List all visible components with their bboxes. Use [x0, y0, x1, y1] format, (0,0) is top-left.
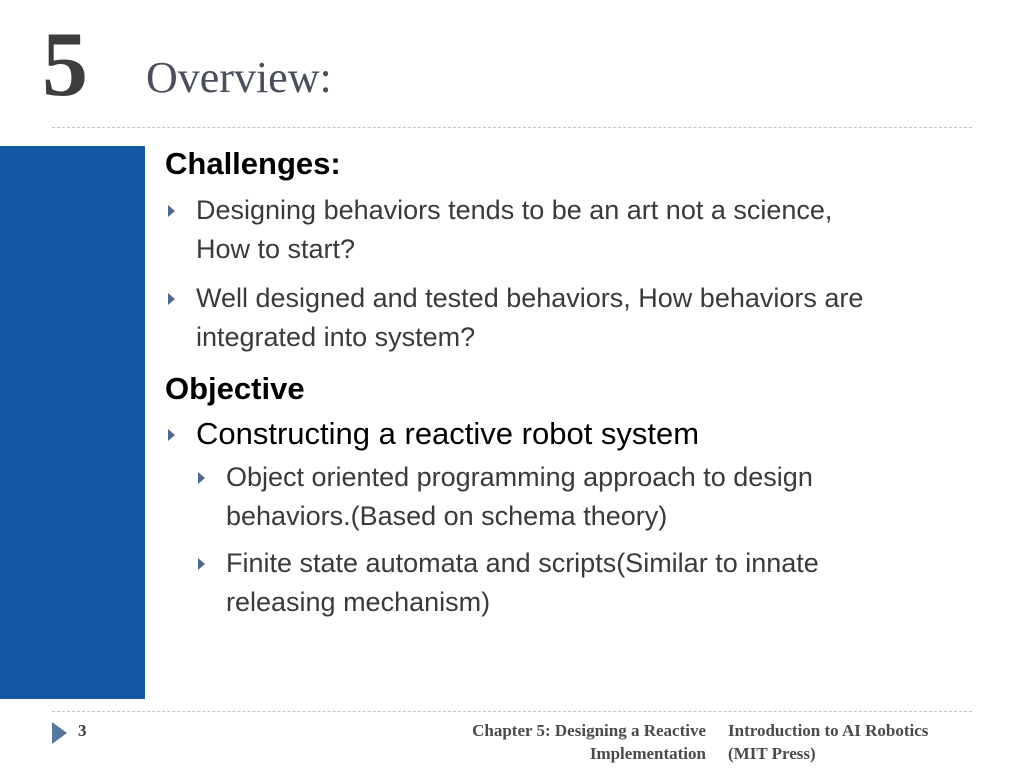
- footer-book-line: Introduction to AI Robotics: [728, 721, 929, 740]
- bullet-arrow-icon: [168, 205, 175, 217]
- top-divider: [52, 127, 972, 128]
- subitem-text-line: Object oriented programming approach to design: [226, 462, 813, 492]
- objective-heading: Objective: [165, 371, 305, 406]
- challenge-item: [165, 279, 965, 357]
- challenge-text-line: Well designed and tested behaviors, How behaviors are: [196, 283, 864, 313]
- footer-book-line: (MIT Press): [728, 744, 816, 763]
- challenge-text-line: How to start?: [196, 234, 356, 264]
- footer-chapter-title: [406, 719, 706, 765]
- page-number: 3: [78, 721, 87, 740]
- objective-text: Constructing a reactive robot system: [196, 416, 700, 451]
- bullet-arrow-icon: [198, 472, 205, 484]
- bullet-arrow-icon: [168, 293, 175, 305]
- challenge-text-line: integrated into system?: [196, 322, 476, 352]
- objective-item: [165, 414, 965, 454]
- footer-chapter-line: Chapter 5: Designing a Reactive: [472, 721, 706, 740]
- footer-chapter-line: Implementation: [589, 744, 706, 763]
- chapter-number: 5: [42, 13, 88, 115]
- subitem-text-line: behaviors.(Based on schema theory): [226, 501, 668, 531]
- slide-content: [165, 146, 965, 622]
- side-accent-bar: [0, 146, 145, 699]
- bullet-arrow-icon: [168, 429, 175, 441]
- slide-title: Overview:: [146, 53, 332, 102]
- challenge-item: [165, 191, 965, 269]
- challenges-heading: Challenges:: [165, 146, 341, 181]
- objective-subitem: [165, 458, 965, 536]
- footer-arrow-icon: [52, 722, 67, 744]
- subitem-text-line: releasing mechanism): [226, 587, 491, 617]
- bullet-arrow-icon: [198, 558, 205, 570]
- objective-subitem: [165, 544, 965, 622]
- subitem-text-line: Finite state automata and scripts(Similar to innate: [226, 548, 819, 578]
- bottom-divider: [52, 711, 972, 712]
- footer-book-title: [728, 719, 988, 765]
- challenge-text-line: Designing behaviors tends to be an art not a science,: [196, 195, 833, 225]
